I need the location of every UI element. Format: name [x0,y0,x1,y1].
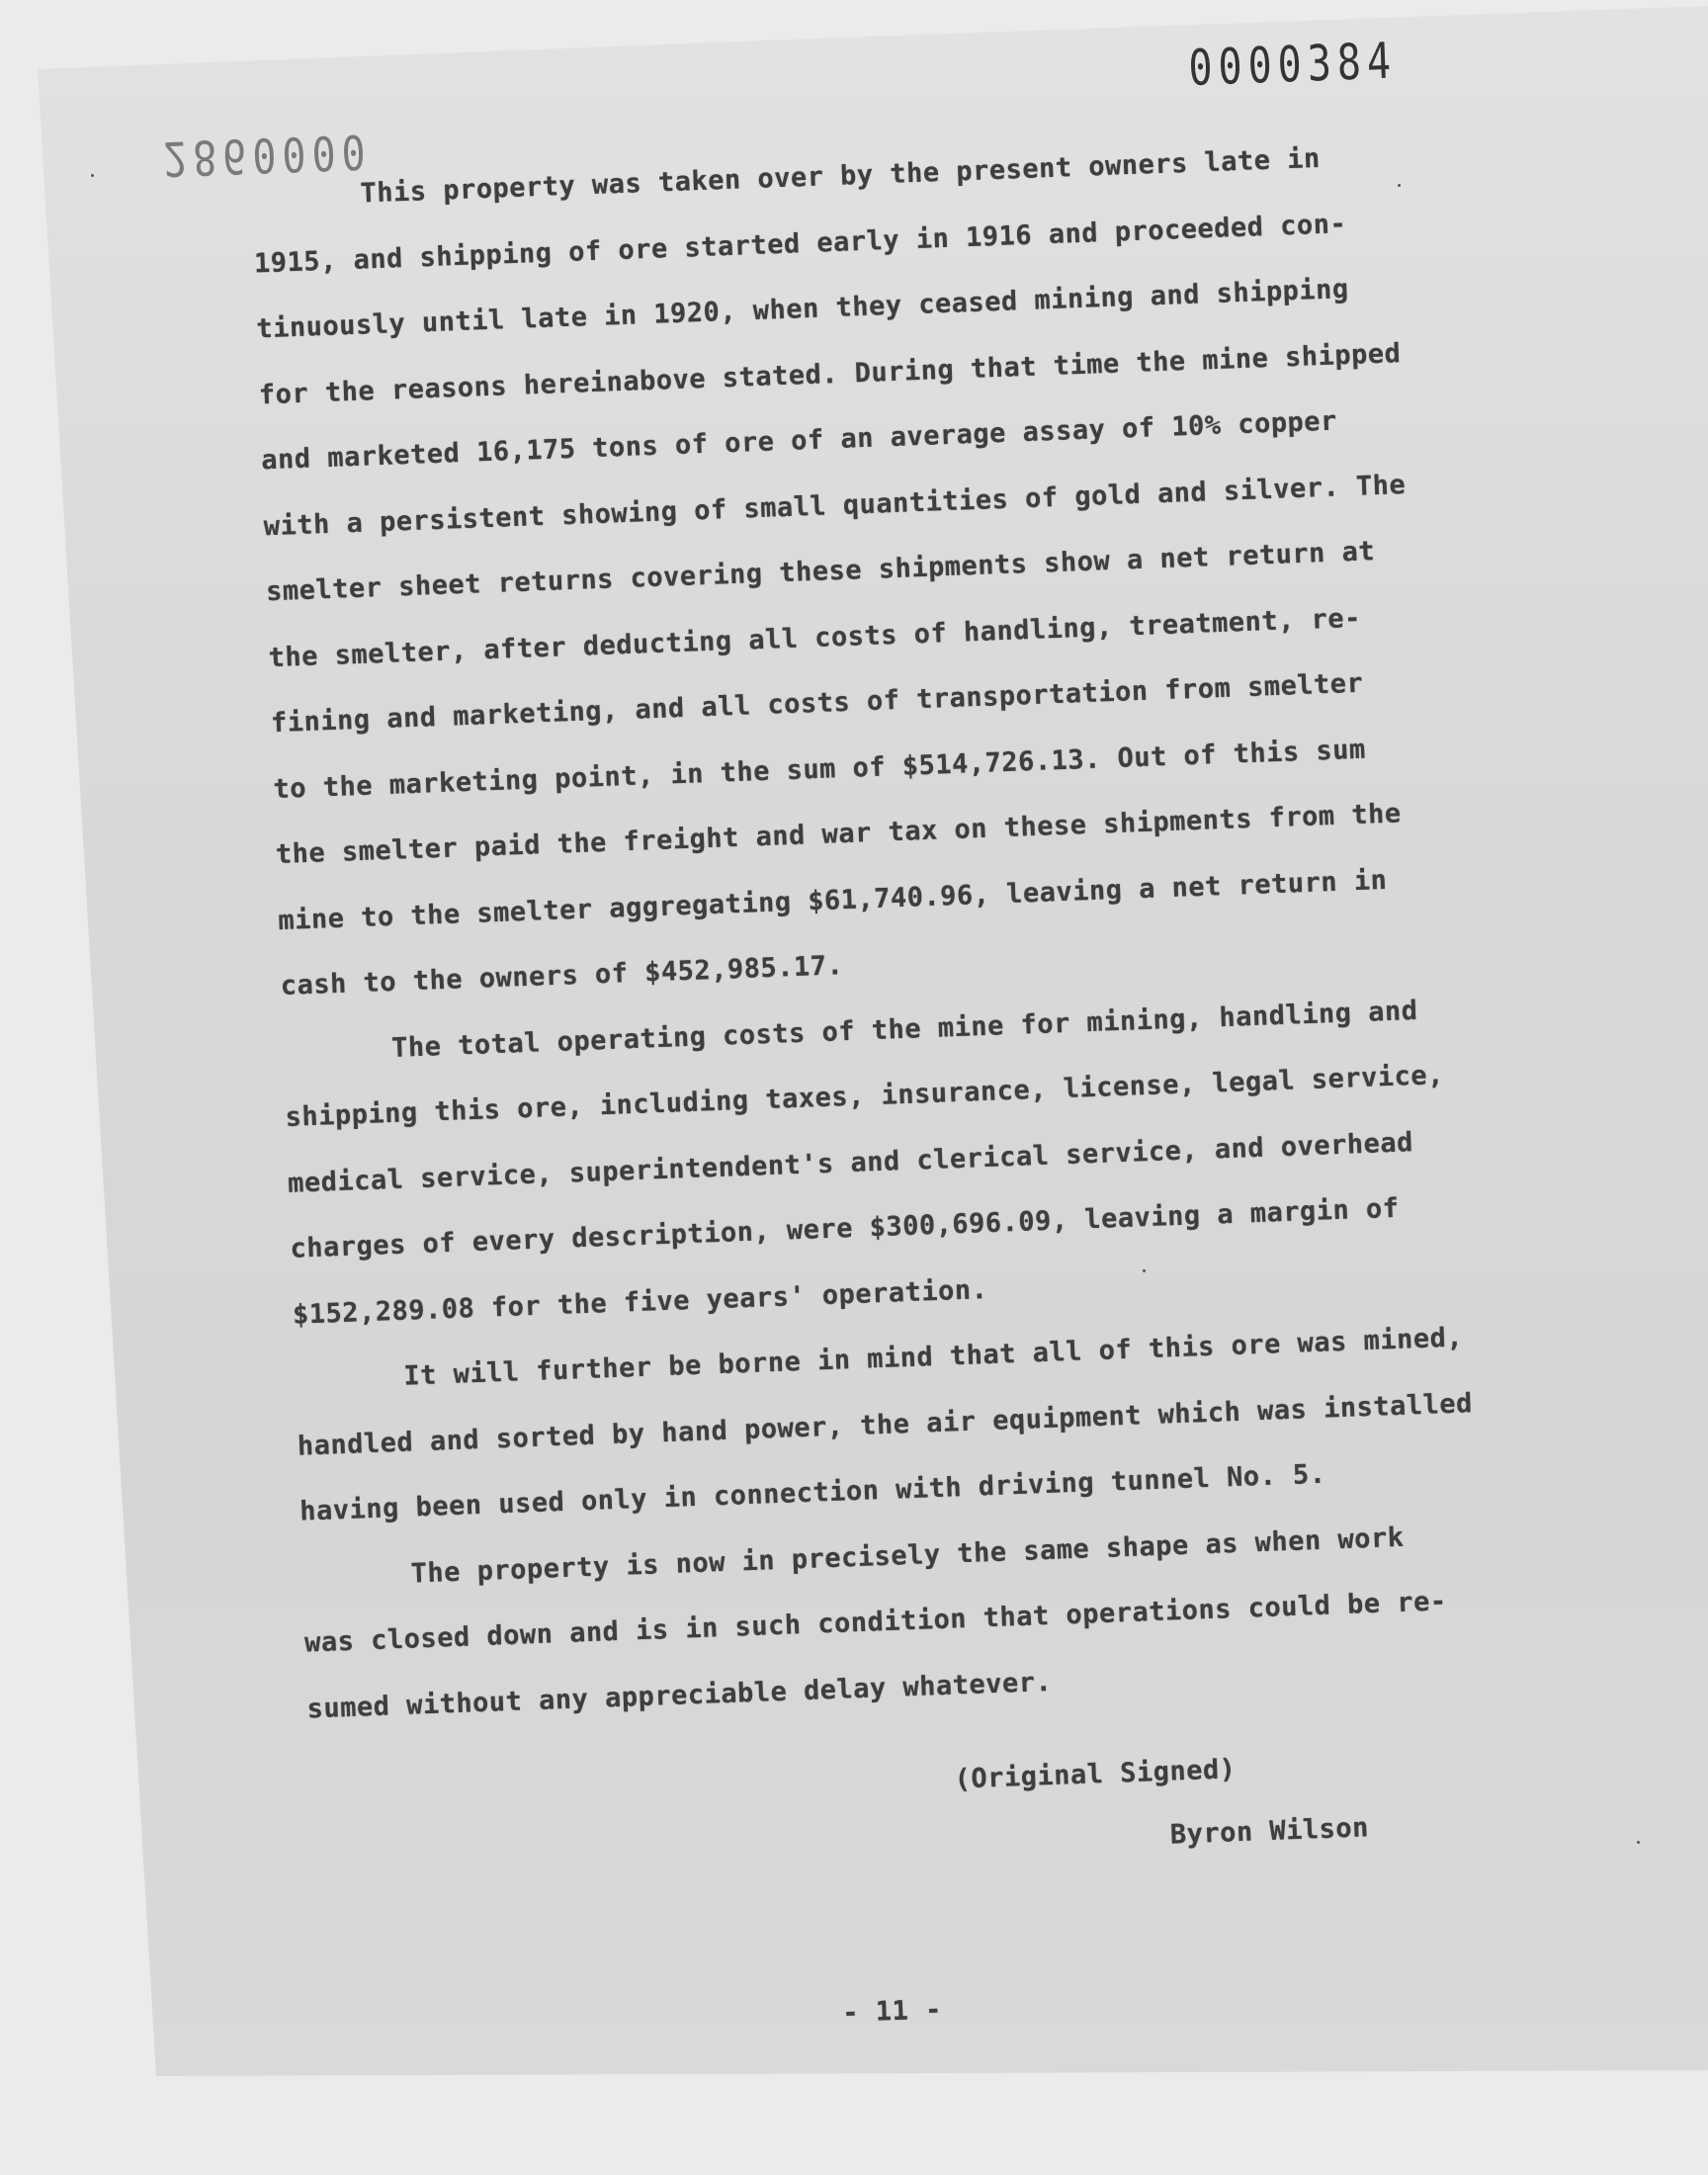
text-line: The total operating costs of the mine for mining, handling and [390,995,1418,1064]
text-line: 1915, and shipping of ore started early in 1916 and proceeded con- [253,208,1347,280]
text-line: cash to the owners of $452,985.17. [280,950,844,1002]
text-line: the smelter paid the freight and war tax on these shipments from the [275,798,1403,871]
paragraph [282,975,1528,1348]
signature-note: (Original Signed) [954,1754,1237,1795]
text-line: the smelter, after deducting all costs of handling, treatment, re- [268,602,1362,673]
text-line: to the marketing point, in the sum of $514,726.13. Out of this sum [272,734,1367,805]
text-line: medical service, superintendent's and clerical service, and overhead [287,1126,1414,1199]
paper-speck [1143,1269,1146,1272]
text-line: fining and marketing, and all costs of transportation from smelter [270,667,1364,740]
paper-speck [1398,184,1401,187]
text-line: The property is now in precisely the same shape as when work [410,1522,1405,1590]
mirrored-number-stamp: 2860000 [162,123,373,186]
signatory-name: Byron Wilson [1169,1812,1370,1851]
text-line: for the reasons hereinabove stated. During that time the mine shipped [258,337,1402,410]
text-line: was closed down and is in such condition that operations could be re- [303,1586,1448,1659]
text-line: charges of every description, were $300,696.09, leaving a margin of [290,1192,1401,1264]
text-line: sumed without any appreciable delay whatever. [306,1666,1053,1725]
text-line: smelter sheet returns covering these shipments show a net return at [265,536,1376,608]
text-line: $152,289.08 for the five years' operation. [292,1273,988,1331]
paragraph [250,121,1516,1020]
text-line: tinuously until late in 1920, when they ceased mining and shipping [255,273,1350,345]
text-line: and marketed 16,175 tons of ore of an average assay of 10% copper [260,405,1338,477]
document-number-stamp: 0000384 [1187,33,1398,98]
page-number: - 11 - [841,1994,943,2029]
text-line: with a persistent showing of small quantities of gold and silver. The [263,469,1407,542]
text-line: This property was taken over by the present owners late in [359,142,1322,210]
text-line: handled and sorted by hand power, the air equipment which was installed [297,1387,1474,1462]
text-line: mine to the smelter aggregating $61,740.96, leaving a net return in [277,864,1388,936]
letter-body [250,121,1543,1743]
text-line: shipping this ore, including taxes, insurance, license, legal service, [285,1059,1445,1133]
paper-speck [91,174,94,177]
paper-speck [1637,1841,1640,1844]
text-line: having been used only in connection with driving tunnel No. 5. [299,1458,1327,1527]
text-line: It will further be borne in mind that all of this ore was mined, [402,1322,1464,1392]
